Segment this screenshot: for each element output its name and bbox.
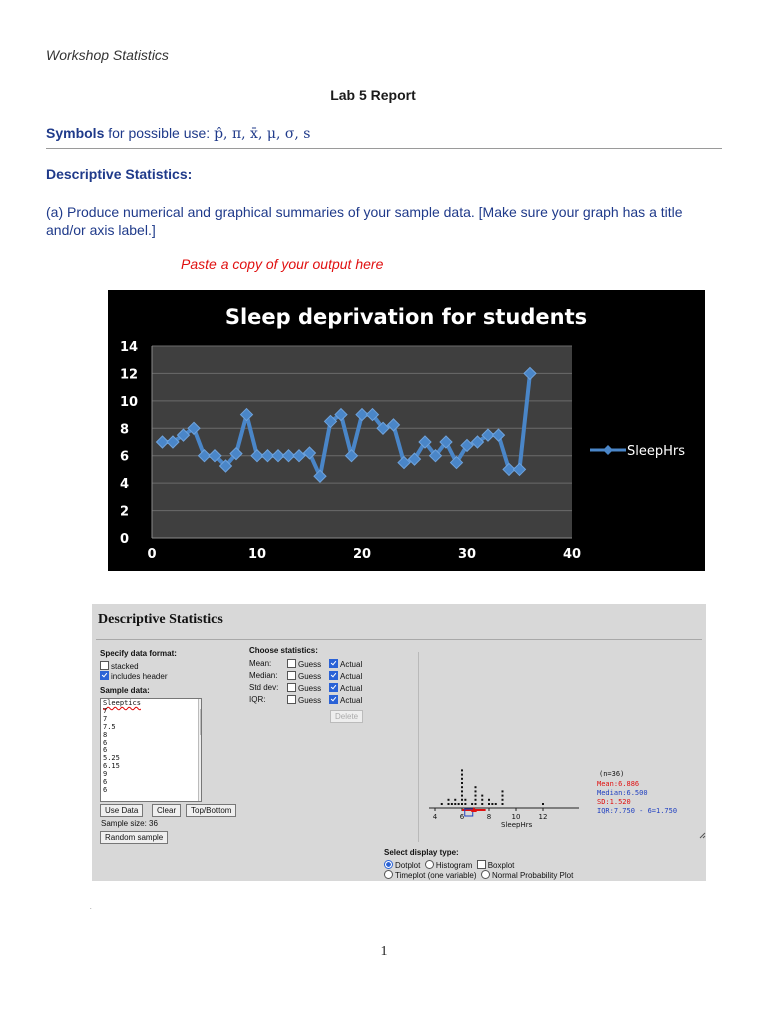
dotplot-axis — [429, 808, 579, 821]
display-type-label: Select display type: — [384, 848, 459, 857]
sample-data-line: 9 — [103, 770, 108, 779]
sample-data-line: 7 — [103, 714, 108, 723]
dotplot-iqr: IQR:7.750 - 6=1.750 — [597, 807, 678, 815]
sample-size-text: Sample size: 36 — [101, 819, 158, 828]
sample-data-line: 7 — [103, 706, 108, 715]
boxplot-option-label: Boxplot — [487, 861, 515, 870]
sample-data-line: 7.5 — [103, 722, 116, 731]
display-options-row2 — [384, 870, 573, 880]
dotplot-dot — [502, 795, 504, 797]
panel-separator — [96, 639, 702, 640]
stddev-guess-label: Guess — [298, 684, 322, 693]
stacked-option[interactable] — [100, 661, 139, 671]
sample-data-label: Sample data: — [100, 686, 150, 695]
descriptive-statistics-panel — [92, 604, 706, 881]
x-tick-label: 0 — [147, 547, 157, 562]
dotplot-tick-label: 12 — [538, 813, 548, 821]
sleep-chart — [108, 290, 705, 571]
sample-data-line: 8 — [103, 730, 108, 739]
data-format-label: Specify data format: — [100, 649, 177, 658]
dotplot-dot — [448, 799, 450, 801]
histogram-option[interactable] — [425, 861, 472, 870]
iqr-guess-checkbox[interactable] — [287, 695, 296, 704]
task-text: (a) Produce numerical and graphical summaries of your sample data. [Make sure your graph has a title and/or axis label.] — [46, 204, 683, 238]
histogram-option-label: Histogram — [435, 861, 473, 870]
normal-plot-radio[interactable] — [481, 870, 490, 879]
boxplot-option[interactable] — [477, 861, 515, 870]
dotplot-dot — [491, 803, 493, 805]
stacked-checkbox[interactable] — [100, 661, 109, 670]
dotplot-median: Median:6.500 — [597, 789, 648, 797]
stat-label-median: Median: — [249, 671, 278, 680]
iqr-guess-label: Guess — [298, 696, 322, 705]
choose-statistics-label: Choose statistics: — [249, 646, 318, 655]
chart-svg — [108, 290, 705, 571]
histogram-radio[interactable] — [425, 860, 434, 869]
random-sample-button[interactable]: Random sample — [100, 831, 168, 844]
dotplot-dot — [461, 769, 463, 771]
use-data-button[interactable]: Use Data — [100, 804, 143, 817]
dotplot-dot — [454, 799, 456, 801]
dotplot-dot — [481, 803, 483, 805]
y-tick-label: 8 — [120, 422, 130, 438]
x-tick-label: 10 — [247, 547, 267, 562]
median-guess-option[interactable] — [287, 671, 321, 681]
dotplot-area — [418, 652, 707, 842]
dotplot-sd: SD:1.520 — [597, 798, 631, 806]
sample-data-lines — [101, 699, 201, 796]
dotplot-dot — [448, 803, 450, 805]
dotplot-dot — [502, 803, 504, 805]
iqr-actual-option[interactable] — [329, 695, 362, 705]
dotplot-dot — [488, 803, 490, 805]
stat-label-iqr: IQR: — [249, 695, 266, 704]
resize-handle-icon[interactable] — [700, 833, 705, 838]
normal-plot-option[interactable] — [481, 871, 573, 880]
dotplot-dot — [454, 803, 456, 805]
dotplot-tick-label: 8 — [486, 813, 492, 821]
dotplot-dot — [461, 803, 463, 805]
timeplot-option-label: Timeplot (one variable) — [395, 871, 477, 880]
dotplot-dot — [461, 795, 463, 797]
dotplot-mean: Mean:6.886 — [597, 780, 640, 788]
dotplot-tick-label: 6 — [459, 813, 465, 821]
includes-header-option[interactable] — [100, 671, 167, 681]
dotplot-dot — [475, 803, 477, 805]
textarea-scrollbar[interactable] — [198, 699, 202, 801]
median-guess-checkbox[interactable] — [287, 671, 296, 680]
dotplot-dot — [458, 803, 460, 805]
dotplot-dot — [481, 799, 483, 801]
includes-header-checkbox[interactable] — [100, 671, 109, 680]
median-actual-checkbox[interactable] — [329, 671, 338, 680]
boxplot-checkbox[interactable] — [477, 860, 486, 869]
mean-guess-option[interactable] — [287, 659, 321, 669]
y-tick-label: 10 — [120, 394, 139, 410]
legend-label: SleepHrs — [627, 444, 686, 459]
dotplot-tick-label: 10 — [511, 813, 521, 821]
panel-title: Descriptive Statistics — [98, 612, 223, 627]
median-actual-label: Actual — [340, 672, 363, 681]
dotplot-dot — [464, 803, 466, 805]
y-tick-label: 2 — [120, 504, 130, 520]
chart-x-ticks — [147, 547, 581, 562]
stddev-guess-checkbox[interactable] — [287, 683, 296, 692]
page-number: 1 — [380, 944, 388, 959]
sample-data-line: 6 — [103, 785, 108, 794]
y-tick-label: 6 — [120, 449, 130, 465]
stddev-actual-label: Actual — [340, 684, 363, 693]
x-tick-label: 20 — [352, 547, 372, 562]
dotplot-dot — [475, 795, 477, 797]
symbols-text: for possible use: — [104, 125, 215, 141]
display-options-row1 — [384, 860, 514, 870]
symbols-line — [46, 125, 311, 142]
chart-legend — [590, 444, 685, 459]
plot-area — [152, 346, 572, 538]
dotplot-dot — [542, 803, 544, 805]
sample-data-textarea[interactable] — [100, 698, 202, 802]
sample-data-line: 5.25 — [103, 754, 120, 763]
symbols-list: p̂, π, x̄, μ, σ, s — [214, 126, 311, 142]
iqr-guess-option[interactable] — [287, 695, 321, 705]
stddev-actual-option[interactable] — [329, 683, 362, 693]
top-bottom-button[interactable]: Top/Bottom — [186, 804, 236, 817]
sample-data-line: Sleeptics — [103, 699, 141, 707]
dotplot-radio[interactable] — [384, 860, 393, 869]
paste-note: Paste a copy of your output here — [181, 256, 384, 272]
y-tick-label: 0 — [120, 532, 130, 547]
mean-guess-checkbox[interactable] — [287, 659, 296, 668]
sample-data-line: 6 — [103, 778, 108, 787]
report-title: Lab 5 Report — [330, 87, 416, 103]
x-tick-label: 30 — [457, 547, 477, 562]
dotplot-dot — [471, 803, 473, 805]
dotplot-svg — [419, 652, 707, 842]
chart-grid — [152, 346, 572, 538]
y-tick-label: 12 — [120, 367, 139, 383]
normal-plot-option-label: Normal Probability Plot — [491, 871, 574, 880]
divider — [46, 148, 722, 149]
dotplot-dot — [461, 778, 463, 780]
includes-header-label: includes header — [111, 672, 168, 681]
mean-actual-checkbox[interactable] — [329, 659, 338, 668]
dotplot-dot — [502, 790, 504, 792]
y-tick-label: 14 — [120, 340, 139, 355]
dotplot-dot — [461, 799, 463, 801]
dotplot-dot — [461, 786, 463, 788]
mean-guess-label: Guess — [298, 660, 322, 669]
iqr-actual-label: Actual — [340, 696, 363, 705]
section-heading: Descriptive Statistics: — [46, 166, 193, 182]
dotplot-dot — [481, 795, 483, 797]
sample-data-line: 6 — [103, 738, 108, 747]
document-header: Workshop Statistics — [46, 47, 169, 63]
stddev-guess-option[interactable] — [287, 683, 321, 693]
dotplot-tick-label: 4 — [432, 813, 438, 821]
dotplot-dot — [475, 799, 477, 801]
dotplot-n: (n=36) — [599, 770, 625, 778]
dotplot-dot — [475, 786, 477, 788]
stat-label-stddev: Std dev: — [249, 683, 279, 692]
timeplot-radio[interactable] — [384, 870, 393, 879]
median-actual-option[interactable] — [329, 671, 362, 681]
dotplot-dot — [461, 782, 463, 784]
y-tick-label: 4 — [120, 477, 130, 493]
dotplot-dot — [461, 790, 463, 792]
mean-actual-option[interactable] — [329, 659, 362, 669]
dotplot-option[interactable] — [384, 861, 420, 870]
clear-button[interactable]: Clear — [152, 804, 181, 817]
symbols-label: Symbols — [46, 125, 105, 141]
dotplot-dot — [488, 799, 490, 801]
sample-data-line: 6 — [103, 746, 108, 755]
dotplot-dot — [495, 803, 497, 805]
dotplot-dot — [461, 774, 463, 776]
dotplot-dot — [451, 803, 453, 805]
mean-actual-label: Actual — [340, 660, 363, 669]
stacked-label: stacked — [111, 662, 139, 671]
dotplot-option-label: Dotplot — [395, 861, 421, 870]
footnote-dot: . — [90, 905, 92, 911]
delete-button[interactable]: Delete — [330, 710, 363, 723]
dotplot-dot — [464, 799, 466, 801]
dotplot-dot — [441, 803, 443, 805]
scrollbar-thumb[interactable] — [200, 709, 202, 735]
dotplot-dots — [441, 769, 544, 805]
sample-data-line: 6.15 — [103, 762, 120, 771]
stat-label-mean: Mean: — [249, 659, 272, 668]
timeplot-option[interactable] — [384, 871, 477, 880]
chart-title: Sleep deprivation for students — [224, 305, 588, 329]
chart-y-ticks — [120, 340, 138, 547]
stddev-actual-checkbox[interactable] — [329, 683, 338, 692]
median-guess-label: Guess — [298, 672, 322, 681]
dotplot-dot — [475, 790, 477, 792]
dotplot-axis-label: SleepHrs — [501, 821, 533, 829]
dotplot-dot — [502, 799, 504, 801]
x-tick-label: 40 — [562, 547, 582, 562]
legend-marker — [603, 445, 613, 455]
iqr-actual-checkbox[interactable] — [329, 695, 338, 704]
